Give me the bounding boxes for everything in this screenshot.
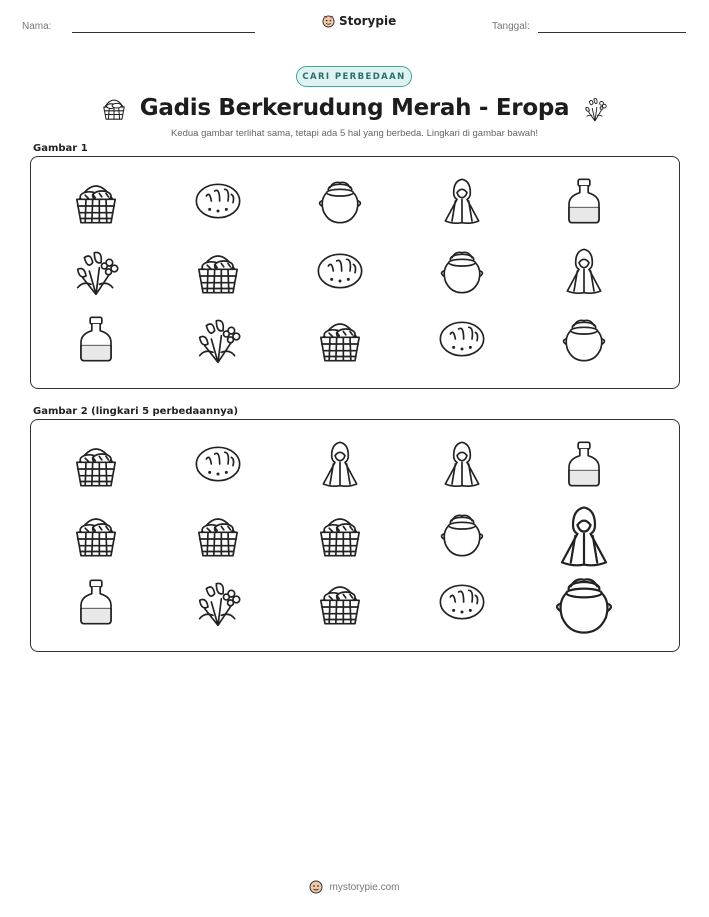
picture1-item-basket-icon[interactable] [307, 309, 373, 369]
picture2-item-basket-icon[interactable] [307, 504, 373, 564]
picture1-item-pot-icon[interactable] [429, 241, 495, 301]
picture2-item-cloak-icon[interactable] [429, 434, 495, 494]
picture1-item-basket-icon[interactable] [63, 171, 129, 231]
picture2-item-bottle-icon[interactable] [551, 434, 617, 494]
flowers-icon [193, 577, 243, 627]
bottle-icon [559, 439, 609, 489]
activity-badge: CARI PERBEDAAN [296, 66, 412, 87]
picture1-item-pot-icon[interactable] [307, 171, 373, 231]
cloak-icon [437, 439, 487, 489]
pot-icon [437, 246, 487, 296]
flowers-icon [71, 246, 121, 296]
picture1-item-basket-icon[interactable] [185, 241, 251, 301]
date-label: Tanggal: [492, 21, 530, 32]
brand-mascot-icon [322, 15, 335, 28]
picture1-item-pot-icon[interactable] [551, 309, 617, 369]
picture2-item-pot-icon[interactable] [551, 566, 617, 642]
pot-icon [559, 314, 609, 364]
bottle-icon [559, 176, 609, 226]
basket-icon [315, 509, 365, 559]
picture1-item-bread-icon[interactable] [185, 171, 251, 231]
cloak-icon [437, 176, 487, 226]
footer-url[interactable]: mystorypie.com [329, 881, 400, 893]
basket-icon [193, 246, 243, 296]
picture2-label: Gambar 2 (lingkari 5 perbedaannya) [33, 406, 239, 417]
bread-icon [315, 246, 365, 296]
bread-icon [437, 314, 487, 364]
picture2-item-pot-icon[interactable] [429, 504, 495, 564]
footer-mascot-icon [309, 880, 323, 894]
flowers-icon [193, 314, 243, 364]
picture2-item-bread-icon[interactable] [429, 572, 495, 632]
picture2-item-basket-icon[interactable] [307, 572, 373, 632]
bread-icon [437, 577, 487, 627]
bottle-icon [71, 314, 121, 364]
cloak-icon [315, 439, 365, 489]
name-line[interactable] [72, 32, 255, 33]
picture2-item-basket-icon[interactable] [185, 504, 251, 564]
brand-logo [322, 14, 396, 28]
pot-icon [437, 509, 487, 559]
picture1-item-bread-icon[interactable] [307, 241, 373, 301]
basket-icon [193, 509, 243, 559]
brand-name: Storypie [339, 14, 397, 28]
footer [0, 880, 709, 894]
picture2-item-cloak-icon[interactable] [307, 434, 373, 494]
picture1-item-flowers-icon[interactable] [63, 241, 129, 301]
name-label: Nama: [22, 21, 52, 32]
cloak-icon [559, 246, 609, 296]
picture1-item-bread-icon[interactable] [429, 309, 495, 369]
picture2-item-basket-icon[interactable] [63, 434, 129, 494]
cloak-icon [551, 503, 617, 569]
instructions: Kedua gambar terlihat sama, tetapi ada 5 hal yang berbeda. Lingkari di gambar bawah! [170, 128, 539, 139]
bread-icon [193, 176, 243, 226]
bottle-icon [71, 577, 121, 627]
page-title: Gadis Berkerudung Merah - Eropa [139, 95, 570, 121]
picture1-panel[interactable] [30, 156, 680, 389]
bread-icon [193, 439, 243, 489]
picture1-item-cloak-icon[interactable] [551, 241, 617, 301]
picture1-item-bottle-icon[interactable] [551, 171, 617, 231]
pot-icon [551, 571, 617, 637]
basket-icon [71, 509, 121, 559]
picture1-item-cloak-icon[interactable] [429, 171, 495, 231]
basket-icon [315, 314, 365, 364]
pot-icon [315, 176, 365, 226]
picture1-item-flowers-icon[interactable] [185, 309, 251, 369]
picture1-label: Gambar 1 [33, 143, 88, 154]
picture2-item-bread-icon[interactable] [185, 434, 251, 494]
basket-icon [71, 439, 121, 489]
basket-icon [100, 94, 128, 122]
basket-icon [71, 176, 121, 226]
picture2-item-cloak-icon[interactable] [551, 498, 617, 574]
picture2-item-basket-icon[interactable] [63, 504, 129, 564]
picture1-item-bottle-icon[interactable] [63, 309, 129, 369]
page-title-row [0, 92, 709, 124]
picture2-panel[interactable] [30, 419, 680, 652]
basket-icon [315, 577, 365, 627]
picture2-item-bottle-icon[interactable] [63, 572, 129, 632]
picture2-item-flowers-icon[interactable] [185, 572, 251, 632]
date-line[interactable] [538, 32, 686, 33]
flowers-icon [581, 94, 609, 122]
